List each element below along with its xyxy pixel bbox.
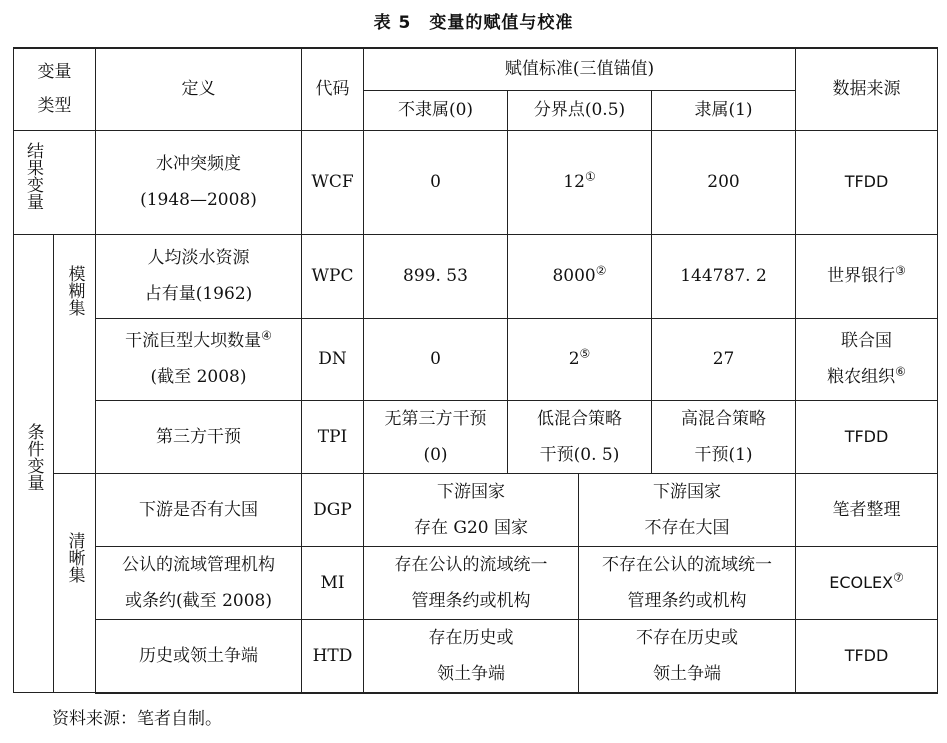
standard-header: 赋值标准(三值锚值) bbox=[364, 48, 796, 90]
outcome-group-label: 结果变量 bbox=[14, 130, 96, 234]
table-row bbox=[14, 234, 938, 318]
value-1-cell: 高混合策略 干预(1) bbox=[652, 400, 796, 473]
definition-header: 定义 bbox=[96, 48, 302, 130]
definition-cell: 下游是否有大国 bbox=[96, 473, 302, 546]
header-row bbox=[14, 48, 938, 90]
crisp-group-label: 清晰集 bbox=[54, 473, 96, 693]
no-value-cell: 不存在历史或 领土争端 bbox=[579, 619, 796, 693]
var-type-header: 变量类型 bbox=[14, 48, 96, 130]
value-0-cell: 899. 53 bbox=[364, 234, 508, 318]
non-member-header: 不隶属(0) bbox=[364, 90, 508, 130]
yes-value-cell: 存在历史或 领土争端 bbox=[364, 619, 579, 693]
definition-cell: 人均淡水资源 占有量(1962) bbox=[96, 234, 302, 318]
definition-cell: 干流巨型大坝数量④ (截至 2008) bbox=[96, 318, 302, 400]
value-05-cell: 8000② bbox=[508, 234, 652, 318]
value-05-cell: 低混合策略 干预(0. 5) bbox=[508, 400, 652, 473]
calibration-table bbox=[13, 47, 938, 694]
caption-title: 变量的赋值与校准 bbox=[429, 13, 574, 33]
condition-group-label: 条件变量 bbox=[14, 234, 54, 693]
code-cell: HTD bbox=[302, 619, 364, 693]
crossover-header: 分界点(0.5) bbox=[508, 90, 652, 130]
caption-label: 表 5 bbox=[373, 13, 412, 33]
table-row bbox=[14, 546, 938, 619]
value-1-cell: 200 bbox=[652, 130, 796, 234]
value-0-cell: 无第三方干预 (0) bbox=[364, 400, 508, 473]
definition-cell: 历史或领土争端 bbox=[96, 619, 302, 693]
value-1-cell: 144787. 2 bbox=[652, 234, 796, 318]
value-0-cell: 0 bbox=[364, 130, 508, 234]
source-cell: 联合国 粮农组织⑥ bbox=[796, 318, 938, 400]
table-row bbox=[14, 619, 938, 693]
table-row bbox=[14, 130, 938, 234]
code-cell: MI bbox=[302, 546, 364, 619]
value-05-cell: 2⑤ bbox=[508, 318, 652, 400]
source-cell: TFDD bbox=[796, 400, 938, 473]
table-caption bbox=[0, 8, 947, 33]
code-cell: WCF bbox=[302, 130, 364, 234]
code-cell: DGP bbox=[302, 473, 364, 546]
code-header: 代码 bbox=[302, 48, 364, 130]
value-0-cell: 0 bbox=[364, 318, 508, 400]
code-cell: TPI bbox=[302, 400, 364, 473]
definition-cell: 第三方干预 bbox=[96, 400, 302, 473]
source-cell: TFDD bbox=[796, 619, 938, 693]
table-row bbox=[14, 318, 938, 400]
definition-cell: 水冲突频度 (1948—2008) bbox=[96, 130, 302, 234]
table-row bbox=[14, 400, 938, 473]
source-cell: 笔者整理 bbox=[796, 473, 938, 546]
source-cell: TFDD bbox=[796, 130, 938, 234]
no-value-cell: 不存在公认的流域统一 管理条约或机构 bbox=[579, 546, 796, 619]
code-cell: WPC bbox=[302, 234, 364, 318]
source-note: 资料来源：笔者自制。 bbox=[52, 709, 222, 729]
value-1-cell: 27 bbox=[652, 318, 796, 400]
fuzzy-group-label: 模糊集 bbox=[54, 234, 96, 473]
code-cell: DN bbox=[302, 318, 364, 400]
value-05-cell: 12① bbox=[508, 130, 652, 234]
member-header: 隶属(1) bbox=[652, 90, 796, 130]
table-row bbox=[14, 473, 938, 546]
definition-cell: 公认的流域管理机构 或条约(截至 2008) bbox=[96, 546, 302, 619]
no-value-cell: 下游国家 不存在大国 bbox=[579, 473, 796, 546]
source-cell: ECOLEX⑦ bbox=[796, 546, 938, 619]
yes-value-cell: 下游国家 存在 G20 国家 bbox=[364, 473, 579, 546]
yes-value-cell: 存在公认的流域统一 管理条约或机构 bbox=[364, 546, 579, 619]
source-cell: 世界银行③ bbox=[796, 234, 938, 318]
source-header: 数据来源 bbox=[796, 48, 938, 130]
